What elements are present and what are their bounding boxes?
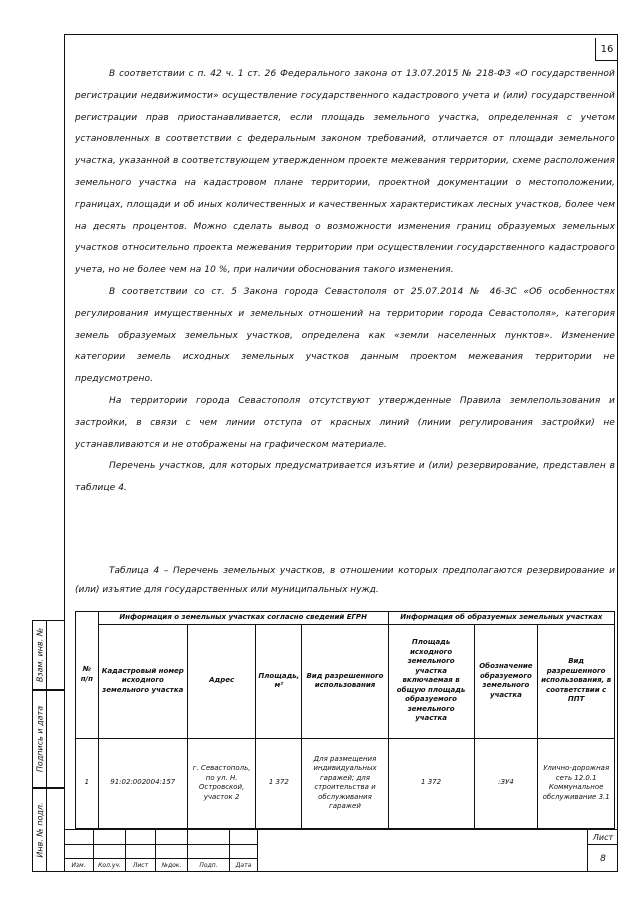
cell-area: 1 372 xyxy=(256,738,302,828)
table-row xyxy=(76,738,615,828)
column-header: Кадастровый номер исходного земельного участка xyxy=(98,624,187,738)
page-number-top: 16 xyxy=(595,38,618,61)
cell-use-ppt: Улично-дорожная сеть 12.0.1 Коммунальное обслуживание 3.1 xyxy=(538,738,615,828)
side-label: Взам. инв. № xyxy=(35,627,44,683)
cell-designation: :ЗУ4 xyxy=(474,738,538,828)
title-block xyxy=(64,829,618,872)
column-header: Обозначение образуемого земельного участка xyxy=(474,624,538,738)
column-header: Вид разрешенного использования xyxy=(302,624,388,738)
side-label: Подпись и дата xyxy=(35,705,44,773)
paragraph: На территории города Севастополя отсутствуют утвержденные Правила землепользования и застройки, в связи с чем линии отступа от красных линий (линии регулирования застройки) не устанавливаются и не отображены на графическом материале. xyxy=(75,395,615,450)
side-stamp-replace xyxy=(32,620,64,690)
column-header: Площадь, м² xyxy=(256,624,302,738)
side-stamp-inventory xyxy=(32,788,64,872)
stamp-col-label: Кол.уч. xyxy=(94,858,126,872)
group-formed-header: Информация об образуемых земельных участках xyxy=(388,612,614,625)
column-header: Площадь исходного земельного участка включаемая в общую площадь образуемого земельного участка xyxy=(388,624,474,738)
stamp-title-area xyxy=(258,829,588,872)
cell-included-area: 1 372 xyxy=(388,738,474,828)
stamp-col-label: №док. xyxy=(156,858,188,872)
cell-cadastral: 91:02:002004:157 xyxy=(98,738,187,828)
paragraph: Перечень участков, для которых предусматривается изъятие и (или) резервирование, представлен в таблице 4. xyxy=(75,461,615,494)
stamp-col-label: Лист xyxy=(126,858,156,872)
land-plots-table xyxy=(75,611,615,829)
sheet-label: Лист xyxy=(588,829,618,844)
body-text xyxy=(75,64,615,500)
stamp-col-label: Дата xyxy=(230,858,258,872)
column-header: Вид разрешенного использования, в соответствии с ППТ xyxy=(538,624,615,738)
sheet-number: 8 xyxy=(588,844,618,872)
paragraph: В соответствии с п. 42 ч. 1 ст. 26 Федерального закона от 13.07.2015 № 218-ФЗ «О государственной регистрации недвижимости» осуществление государственного кадастрового учета и (или) государственной регистрации прав приостанавливается, если площадь земельного участка, определенная с учетом установленных в соответствии с федеральным законом требований, отличается от площади земельного участка, указанной в соответствующем утвержденном проекте межевания территории, схеме расположения земельного участка на кадастровом плане территории, проектной документации о местоположении, границах, площади и об иных количественных и качественных характеристиках лесных участков, более чем на десять процентов. Можно сделать вывод о возможности изменения границ образуемых земельных участков относительно проекта межевания территории при осуществлении государственного кадастрового учета, но не более чем на 10 %, при наличии обоснования такого изменения. xyxy=(75,69,615,276)
table-caption: Таблица 4 – Перечень земельных участков, в отношении которых предполагаются резервирование и (или) изъятие для государственных или муниципальных нужд. xyxy=(75,566,615,595)
side-label: Инв. № подл. xyxy=(35,802,44,858)
cell-address: г. Севастополь, по ул. Н. Островской, участок 2 xyxy=(187,738,255,828)
paragraph: В соответствии со ст. 5 Закона города Севастополя от 25.07.2014 № 46-ЗС «Об особенностях регулирования имущественных и земельных отношений на территории города Севастополя», категория земель образуемых земельных участков, определена как «земли населенных пунктов». Изменение категории земель исходных земельных участков данным проектом межевания территории не предусмотрено. xyxy=(75,286,615,385)
column-header: Адрес xyxy=(187,624,255,738)
cell-num: 1 xyxy=(76,738,99,828)
column-num-header: № п/п xyxy=(76,612,99,739)
group-egrn-header: Информация о земельных участках согласно сведений ЕГРН xyxy=(98,612,388,625)
side-stamp-signature xyxy=(32,690,64,788)
table-caption-block xyxy=(75,562,615,600)
stamp-col-label: Изм. xyxy=(64,858,94,872)
cell-use: Для размещения индивидуальных гаражей; для строительства и обслуживания гаражей xyxy=(302,738,388,828)
stamp-col-label: Подп. xyxy=(188,858,230,872)
